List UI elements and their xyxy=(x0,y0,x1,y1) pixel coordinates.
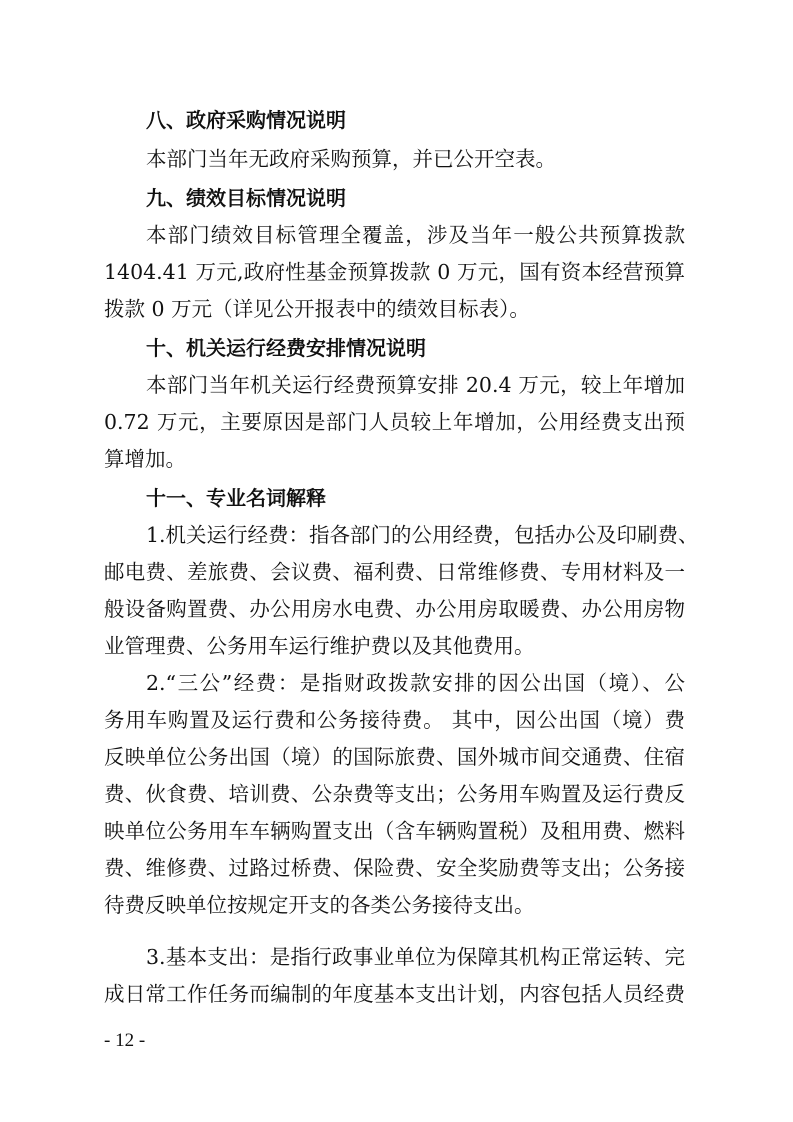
paragraph-line: 1404.41 万元,政府性基金预算拨款 0 万元，国有资本经营预算 xyxy=(104,260,685,284)
definition-line: 待费反映单位按规定开支的各类公务接待支出。 xyxy=(104,893,535,917)
definition-line: 映单位公务用车车辆购置支出（含车辆购置税）及租用费、燃料 xyxy=(104,819,685,843)
section-heading-9: 九、绩效目标情况说明 xyxy=(146,186,346,210)
paragraph-line: 拨款 0 万元（详见公开报表中的绩效目标表）。 xyxy=(104,297,530,321)
definition-line: 邮电费、差旅费、会议费、福利费、日常维修费、专用材料及一 xyxy=(104,560,685,584)
section-heading-11: 十一、专业名词解释 xyxy=(146,486,326,510)
page-number: - 12 - xyxy=(104,1030,146,1051)
definition-line: 费、伙食费、培训费、公杂费等支出；公务用车购置及运行费反 xyxy=(104,782,685,806)
definition-line: 1.机关运行经费：指各部门的公用经费，包括办公及印刷费、 xyxy=(146,523,699,547)
paragraph-line: 本部门绩效目标管理全覆盖，涉及当年一般公共预算拨款 xyxy=(146,223,685,247)
paragraph-line: 0.72 万元，主要原因是部门人员较上年增加，公用经费支出预 xyxy=(104,410,685,434)
definition-line: 务用车购置及运行费和公务接待费。 其中，因公出国（境）费 xyxy=(104,708,685,732)
definition-line: 费、维修费、过路过桥费、保险费、安全奖励费等支出；公务接 xyxy=(104,856,685,880)
definition-line: 2.“三公”经费：是指财政拨款安排的因公出国（境）、公 xyxy=(146,671,685,695)
definition-line: 3.基本支出：是指行政事业单位为保障其机构正常运转、完 xyxy=(146,945,685,969)
definition-line: 般设备购置费、办公用房水电费、办公用房取暖费、办公用房物 xyxy=(104,597,685,621)
definition-line: 业管理费、公务用车运行维护费以及其他费用。 xyxy=(104,634,535,658)
paragraph-line: 本部门当年机关运行经费预算安排 20.4 万元，较上年增加 xyxy=(146,373,685,397)
paragraph-line: 算增加。 xyxy=(104,447,186,471)
section-heading-10: 十、机关运行经费安排情况说明 xyxy=(146,336,426,360)
definition-line: 成日常工作任务而编制的年度基本支出计划，内容包括人员经费 xyxy=(104,982,685,1006)
paragraph-line: 本部门当年无政府采购预算，并已公开空表。 xyxy=(146,147,556,171)
section-heading-8: 八、政府采购情况说明 xyxy=(146,108,346,132)
definition-line: 反映单位公务出国（境）的国际旅费、国外城市间交通费、住宿 xyxy=(104,745,685,769)
